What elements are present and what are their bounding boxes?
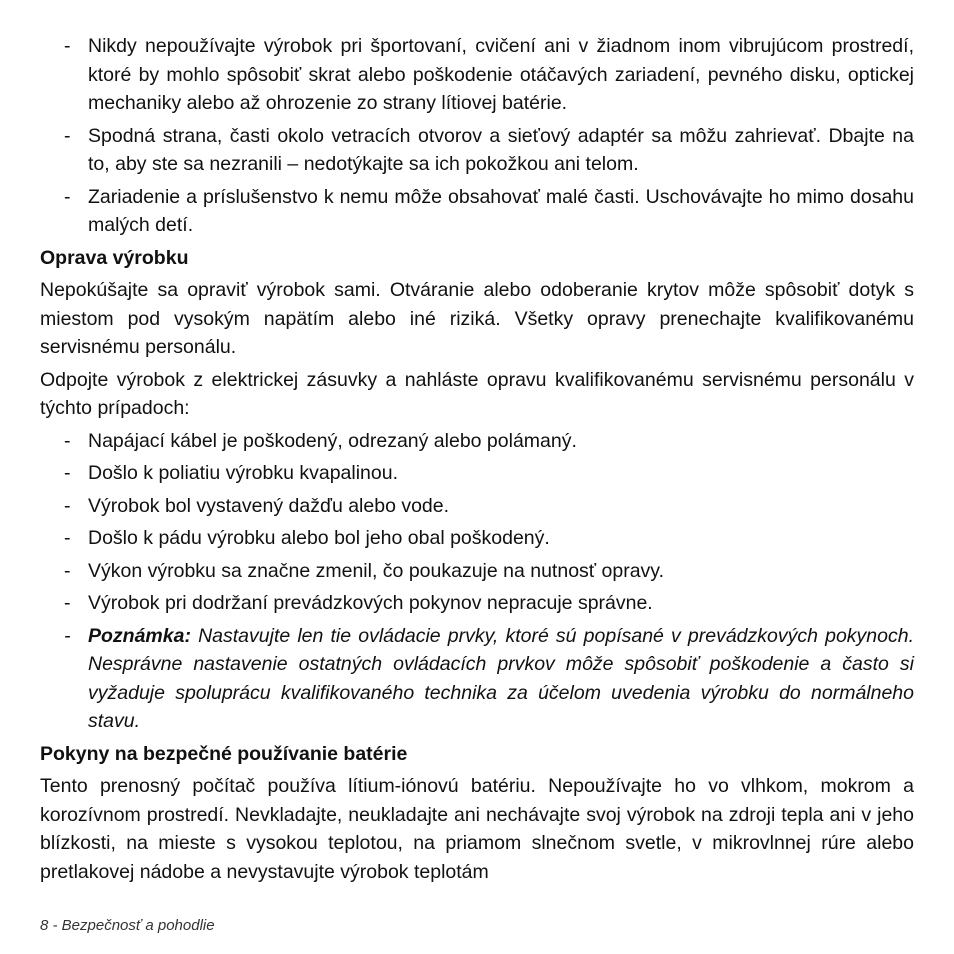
paragraph: Nepokúšajte sa opraviť výrobok sami. Otváranie alebo odoberanie krytov môže spôsobiť dotyk s miestom pod vysokým napätím alebo iné riziká. Všetky opravy prenechajte kvalifikovanému servisnému personálu.	[40, 279, 914, 358]
list-item	[40, 589, 914, 618]
note-label: Poznámka:	[88, 624, 191, 647]
list-item	[40, 427, 914, 456]
list-item	[40, 459, 914, 488]
list-dash: -	[64, 559, 71, 582]
list-item-text: Nikdy nepoužívajte výrobok pri športovaní, cvičení ani v žiadnom inom vibrujúcom prostredí, ktoré by mohlo spôsobiť skrat alebo poškodenie otáčavých zariadení, pevného disku, optickej mechaniky alebo až ohrozenie zo strany lítiovej batérie.	[88, 35, 914, 114]
list-item-text: Zariadenie a príslušenstvo k nemu môže obsahovať malé časti. Uschovávajte ho mimo dosahu malých detí.	[88, 185, 914, 236]
list-dash: -	[64, 527, 71, 549]
list-dash: -	[64, 624, 71, 647]
list-item	[40, 524, 914, 553]
paragraph: Tento prenosný počítač používa lítium-iónovú batériu. Nepoužívajte ho vo vlhkom, mokrom a korozívnom prostredí. Nevkladajte, neukladajte ani nechávajte svoj výrobok na zdroji tepla ani v jeho blízkosti, na mieste s vysokou teplotou, na priamom slnečnom svetle, v mikrovlnnej rúre alebo pretlakovej nádobe a nevystavujte výrobok teplotám	[40, 775, 914, 883]
note-item	[40, 622, 914, 736]
page-footer: 8 - Bezpečnosť a pohodlie	[40, 917, 215, 934]
list-item-text: Výkon výrobku sa značne zmenil, čo poukazuje na nutnosť opravy.	[88, 559, 665, 582]
section-heading-battery: Pokyny na bezpečné používanie batérie	[40, 742, 408, 765]
paragraph: Odpojte výrobok z elektrickej zásuvky a nahláste opravu kvalifikovanému servisnému personálu v týchto prípadoch:	[40, 368, 914, 419]
list-item	[40, 557, 914, 586]
list-item-text: Výrobok pri dodržaní prevádzkových pokynov nepracuje správne.	[88, 592, 653, 614]
list-dash: -	[64, 185, 71, 208]
repair-cases-list	[40, 427, 914, 736]
list-item	[40, 122, 914, 179]
list-item-text: Došlo k pádu výrobku alebo bol jeho obal poškodený.	[88, 527, 550, 549]
list-dash: -	[64, 592, 71, 614]
safety-list	[40, 32, 914, 240]
document-body	[40, 32, 914, 890]
list-dash: -	[64, 124, 71, 147]
list-item-text: Došlo k poliatiu výrobku kvapalinou.	[88, 462, 399, 484]
list-dash: -	[64, 494, 71, 517]
list-item	[40, 183, 914, 240]
list-item-text: Napájací kábel je poškodený, odrezaný alebo polámaný.	[88, 429, 577, 452]
list-item-text: Výrobok bol vystavený dažďu alebo vode.	[88, 494, 450, 517]
section-heading-repair: Oprava výrobku	[40, 246, 189, 269]
list-item	[40, 492, 914, 521]
note-text: Nastavujte len tie ovládacie prvky, ktoré sú popísané v prevádzkových pokynoch. Nesprávne nastavenie ostatných ovládacích prvkov môže spôsobiť poškodenie a často si vyžaduje spoluprácu kvalifikovaného technika za účelom uvedenia výrobku do normálneho stavu.	[88, 624, 914, 732]
list-item-text: Spodná strana, časti okolo vetracích otvorov a sieťový adaptér sa môžu zahrievať. Dbajte na to, aby ste sa nezranili – nedotýkajte sa ich pokožkou ani telom.	[88, 124, 914, 175]
list-item	[40, 32, 914, 118]
list-dash: -	[64, 35, 71, 57]
list-dash: -	[64, 429, 71, 452]
list-dash: -	[64, 462, 71, 484]
